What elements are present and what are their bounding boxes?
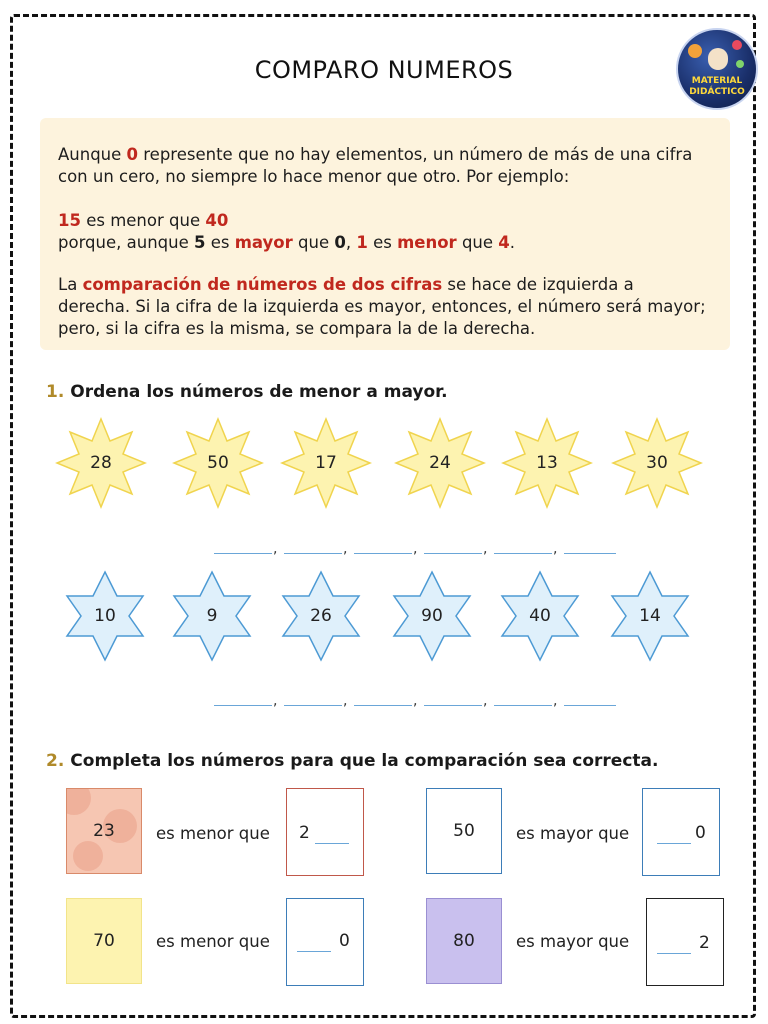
- page-title: COMPARO NUMEROS: [254, 56, 514, 84]
- yellow-star-number: 13: [501, 417, 593, 509]
- intro-box: [40, 118, 730, 350]
- yellow-star-number: 28: [55, 417, 147, 509]
- logo-text-line1: MATERIAL: [691, 76, 743, 86]
- given-number-box: 23: [66, 788, 142, 874]
- given-number-box: 70: [66, 898, 142, 984]
- answer-box[interactable]: 0: [642, 788, 720, 876]
- blue-star-number: 40: [494, 570, 586, 662]
- given-number-box: 80: [426, 898, 502, 984]
- intro-example-line-1: 15 es menor que 40: [58, 211, 229, 230]
- answer-box[interactable]: 0: [286, 898, 364, 986]
- blue-star-number: 10: [59, 570, 151, 662]
- blue-star-number: 14: [604, 570, 696, 662]
- intro-paragraph-1: Aunque 0 represente que no hay elementos, un número de más de una cifra con un cero, no siempre lo hace menor que otro. Por ejemplo:: [58, 145, 693, 186]
- material-didactico-logo: [676, 28, 758, 110]
- intro-example-line-2: porque, aunque 5 es mayor que 0, 1 es menor que 4.: [58, 233, 516, 252]
- comparison-text: es mayor que: [516, 824, 630, 843]
- yellow-star-number: 24: [394, 417, 486, 509]
- logo-text-line2: DIDÁCTICO: [689, 87, 745, 97]
- blue-star-number: 90: [386, 570, 478, 662]
- blue-star-number: 26: [275, 570, 367, 662]
- yellow-star-number: 30: [611, 417, 703, 509]
- answer-box[interactable]: 2: [286, 788, 364, 876]
- yellow-star-number: 50: [172, 417, 264, 509]
- comparison-text: es menor que: [156, 824, 270, 843]
- comparison-text: es mayor que: [516, 932, 630, 951]
- intro-paragraph-3: La comparación de números de dos cifras se hace de izquierda a derecha. Si la cifra de la izquierda es mayor, entonces, el número será mayor; pero, si la cifra es la misma, se compara la de la derecha.: [58, 275, 706, 338]
- comparison-text: es menor que: [156, 932, 270, 951]
- exercise-2-heading: 2. Completa los números para que la comparación sea correcta.: [46, 751, 659, 771]
- exercise-1-heading: 1. Ordena los números de menor a mayor.: [46, 382, 448, 402]
- given-number-box: 50: [426, 788, 502, 874]
- yellow-star-number: 17: [280, 417, 372, 509]
- blue-star-number: 9: [166, 570, 258, 662]
- answer-box[interactable]: 2: [646, 898, 724, 986]
